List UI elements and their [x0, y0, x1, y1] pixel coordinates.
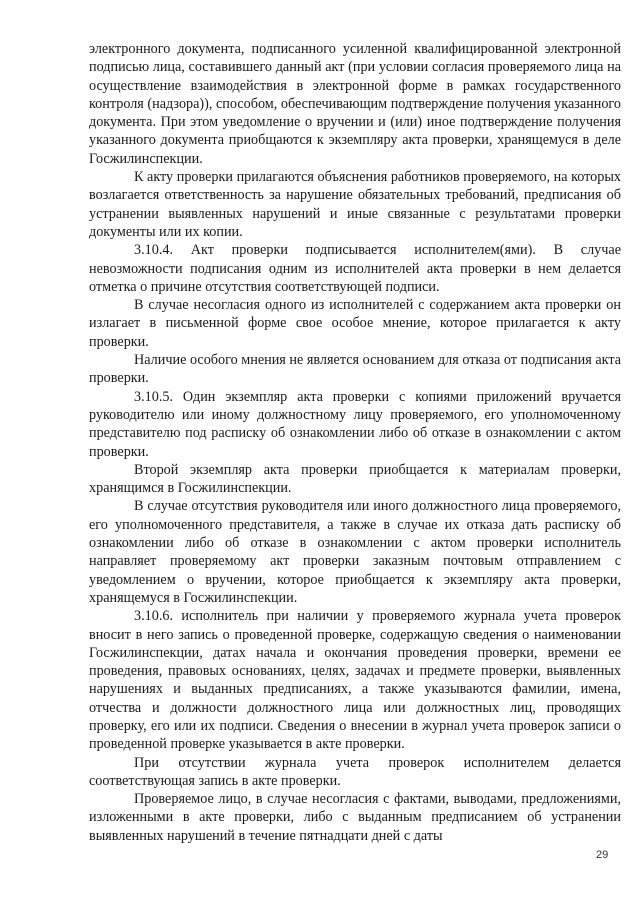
- paragraph: 3.10.6. исполнитель при наличии у проверяемого журнала учета проверок вносит в него запись о проведенной проверке, содержащую сведения о наименовании Госжилинспекции, датах начала и окончания проведения проверки, времени ее проведения, правовых основаниях, целях, задачах и предмете проверки, выявленных нарушениях и выданных предписаниях, а также указываются фамилии, имена, отчества и должности должностного лица или должностных лиц, проводящих проверку, его или их подписи. Сведения о внесении в журнал учета проверок записи о проведенной проверке указывается в акте проверки.: [89, 608, 621, 753]
- paragraph: В случае несогласия одного из исполнителей с содержанием акта проверки он излагает в письменной форме свое особое мнение, которое прилагается к акту проверки.: [89, 297, 621, 350]
- paragraph: Второй экземпляр акта проверки приобщается к материалам проверки, хранящимся в Госжилинспекции.: [89, 461, 621, 497]
- paragraph: электронного документа, подписанного усиленной квалифицированной электронной подписью лица, составившего данный акт (при условии согласия проверяемого лица на осуществление взаимодействия в электронной форме в рамках государственного контроля (надзора)), способом, обеспечивающим подтверждение получения указанного документа. При этом уведомление о вручении и (или) иное подтверждение получения указанного документа приобщаются к экземпляру акта проверки, хранящемуся в деле Госжилинспекции.: [89, 41, 621, 167]
- paragraph: 3.10.5. Один экземпляр акта проверки с копиями приложений вручается руководителю или иному должностному лицу проверяемого, его уполномоченному представителю под расписку об ознакомлении либо об отказе в ознакомлении с актом проверки.: [89, 388, 621, 460]
- document-body: [89, 40, 621, 845]
- paragraph: 3.10.4. Акт проверки подписывается исполнителем(ями). В случае невозможности подписания одним из исполнителей акта проверки в нем делается отметка о причине отсутствия соответствующей подписи.: [89, 242, 621, 295]
- paragraph: В случае отсутствия руководителя или иного должностного лица проверяемого, его уполномоченного представителя, а также в случае их отказа дать расписку об ознакомлении либо об отказе в ознакомлении с актом проверки исполнитель направляет проверяемому акт проверки заказным почтовым отправлением с уведомлением о вручении, которое приобщается к экземпляру акта проверки, хранящемуся в Госжилинспекции.: [89, 498, 621, 606]
- page-number: 29: [596, 849, 609, 861]
- paragraph: Проверяемое лицо, в случае несогласия с фактами, выводами, предложениями, изложенными в акте проверки, либо с выданным предписанием об устранении выявленных нарушений в течение пятнадцати дней с даты: [89, 791, 621, 844]
- paragraph: К акту проверки прилагаются объяснения работников проверяемого, на которых возлагается ответственность за нарушение обязательных требований, предписания об устранении выявленных нарушений и иные связанные с результатами проверки документы или их копии.: [89, 169, 621, 240]
- paragraph: При отсутствии журнала учета проверок исполнителем делается соответствующая запись в акте проверки.: [89, 754, 621, 789]
- paragraph: Наличие особого мнения не является основанием для отказа от подписания акта проверки.: [89, 352, 621, 387]
